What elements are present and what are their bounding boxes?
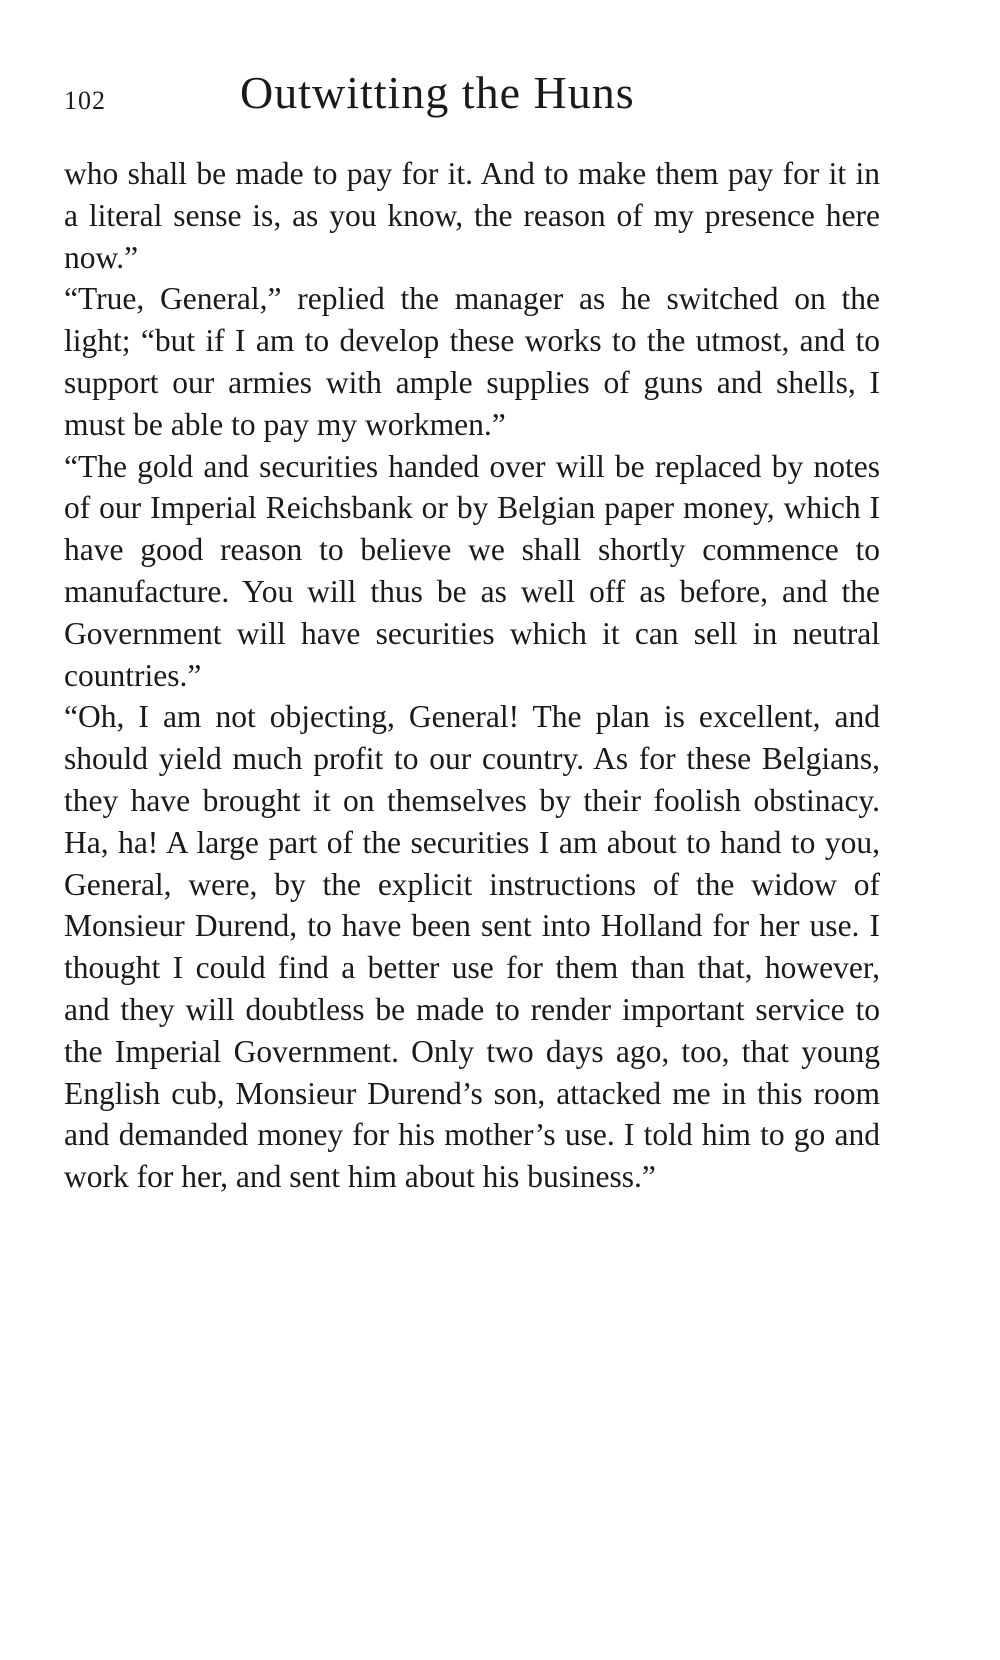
paragraph-1: who shall be made to pay for it. And to make them pay for it in a literal sense is, as you know, the reason of my presence here now.”	[64, 156, 880, 275]
page-number: 102	[64, 86, 106, 115]
paragraph-4: “Oh, I am not objecting, General! The plan is excellent, and should yield much profit to our country. As for these Belgians, they have brought it on themselves by their foolish obstinacy. Ha, ha! A large part of the securities I am about to hand to you, General, were, by the explicit instructions of the widow of Monsieur Durend, to have been sent into Holland for her use. I thought I could find a better use for them than that, however, and they will doubtless be made to render important service to the Imperial Government. Only two days ago, too, that young English cub, Monsieur Durend’s son, attacked me in this room and demanded money for his mother’s use. I told him to go and work for her, and sent him about his business.”	[64, 699, 880, 1195]
running-head	[64, 66, 880, 136]
paragraph-2: “True, General,” replied the manager as he switched on the light; “but if I am to develop these works to the utmost, and to support our armies with ample supplies of guns and shells, I must be able to pay my workmen.”	[64, 281, 880, 442]
book-page	[64, 0, 880, 1660]
running-title: Outwitting the Huns	[240, 67, 635, 118]
body-text	[64, 153, 880, 1198]
paragraph-3: “The gold and securities handed over will be replaced by notes of our Imperial Reichsbank or by Belgian paper money, which I have good reason to believe we shall shortly commence to manufacture. You will thus be as well off as before, and the Government will have securities which it can sell in neutral countries.”	[64, 448, 880, 693]
